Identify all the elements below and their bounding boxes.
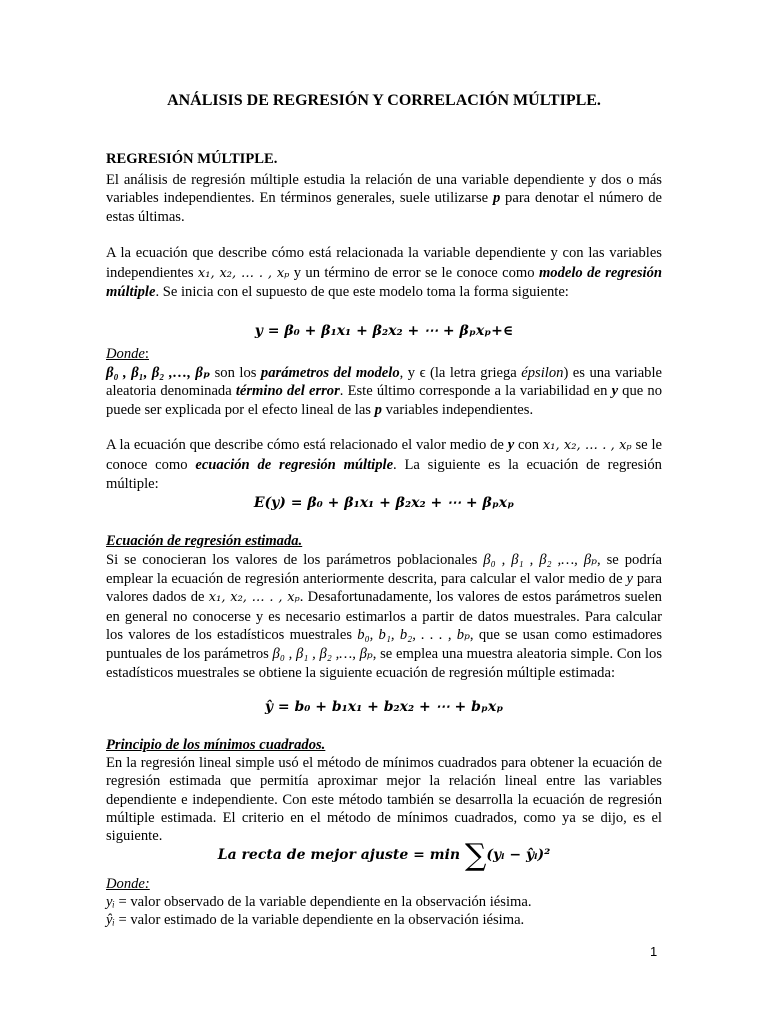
text: variables independientes.: [381, 401, 534, 418]
p-variable: p: [492, 190, 501, 207]
text: con: [514, 437, 543, 453]
donde-text: Donde: [106, 346, 145, 362]
equation-model: y = β₀ + β₁x₁ + β₂x₂ + ⋯ + βₚxₚ+∈: [254, 323, 514, 339]
text: ) es una variable aleatoria denominada: [106, 365, 663, 400]
equation-estimated: ŷ = b₀ + b₁x₁ + b₂x₂ + ⋯ + bₚxₚ: [264, 699, 504, 715]
text: = valor estimado de la variable dependiente en la observación iésima.: [114, 912, 525, 928]
text: son los: [210, 365, 261, 381]
page-title: ANÁLISIS DE REGRESIÓN Y CORRELACIÓN MÚLTIPLE.: [167, 92, 601, 109]
text: , se emplea una muestra aleatoria simple. Con los estadísticos muestrales se obtiene la siguiente ecuación de regresión múltiple estimada:: [106, 645, 662, 681]
text: El análisis de regresión múltiple estudia la relación de una variable dependiente y dos o más variables independientes. En términos generales, suele utilizarse: [106, 172, 662, 207]
text: = valor observado de la variable dependiente en la observación iésima.: [114, 894, 532, 910]
text: para valores dados de: [106, 570, 662, 606]
text: y un término de error se le conoce como: [289, 264, 539, 281]
symbol-yhat-i: ŷᵢ: [106, 912, 115, 928]
text: que no puede ser explicada por el efecto lineal de las: [106, 383, 662, 418]
term-parametros: parámetros del modelo: [260, 365, 400, 381]
donde-label-2: Donde:: [106, 876, 150, 892]
text: Si se conocieran los valores de los parámetros poblacionales: [106, 552, 484, 568]
paragraph-mean: [106, 436, 662, 495]
text: . Se inicia con el supuesto de que este modelo toma la forma siguiente:: [155, 284, 569, 300]
math-params: β₀ , β₁ , β₂ ,…, βₚ: [272, 645, 373, 662]
term-epsilon: épsilon: [521, 365, 564, 381]
term-error: término del error: [235, 383, 340, 400]
eq-left: La recta de mejor ajuste = min: [217, 847, 461, 863]
eq-right: (yᵢ − ŷᵢ)²: [486, 847, 551, 863]
math-stats: b₀, b₁, b₂, . . . , bₚ: [357, 627, 470, 644]
definition-estimated: [106, 911, 662, 929]
paragraph-estimated: [106, 551, 662, 682]
term-modelo: modelo de regresión múltiple: [106, 264, 662, 300]
y-var: y: [507, 437, 515, 453]
term-ecuacion: ecuación de regresión múltiple: [195, 456, 394, 473]
section-heading-ecuacion-estimada: Ecuación de regresión estimada.: [106, 533, 303, 549]
math-vars: x₁, x₂, … . , xₚ: [542, 438, 632, 453]
math-params: β₀ , β₁, β₂ ,…, βₚ: [106, 365, 211, 381]
section-heading-minimos-cuadrados: Principio de los mínimos cuadrados.: [106, 737, 326, 753]
symbol-yi: yᵢ: [106, 894, 115, 910]
text: para denotar el número de estas últimas.: [106, 190, 662, 225]
math-params: β₀ , β₁ , β₂ ,…, βₚ: [483, 552, 597, 568]
section-heading-regresion-multiple: REGRESIÓN MÚLTIPLE.: [106, 151, 278, 167]
paragraph-intro: [106, 171, 662, 226]
paragraph-params: [106, 364, 662, 419]
equation-least-squares: [106, 838, 662, 873]
p-var: p: [374, 401, 382, 418]
paragraph-model: [106, 244, 662, 303]
y-var: y: [626, 570, 633, 587]
text: , y ϵ (la letra griega: [399, 365, 522, 381]
definition-observed: [106, 893, 662, 911]
text: se le conoce como: [106, 437, 662, 473]
equation-mean: E(y) = β₀ + β₁x₁ + β₂x₂ + ⋯ + βₚxₚ: [253, 495, 515, 511]
text: . Este último corresponde a la variabilidad en: [339, 383, 612, 400]
math-vars: x₁, x₂, … . , xₚ: [208, 590, 300, 606]
text: . La siguiente es la ecuación de regresión múltiple:: [106, 456, 662, 492]
text: A la ecuación que describe cómo está relacionada la variable dependiente y con las variables independientes: [106, 245, 662, 281]
text: , que se usan como estimadores puntuales de los parámetros: [106, 627, 663, 662]
donde-label: Donde:: [106, 346, 149, 362]
text: . Desafortunadamente, los valores de estos parámetros suelen en general no conocerse y es necesario estimarlos a partir de datos muestrales. Para calcular los valores de los estadísticos muestrales: [106, 589, 662, 644]
sum-symbol: ∑: [464, 838, 487, 873]
text: , se podría emplear la ecuación de regresión anteriormente descrita, para calcular el valor medio de: [106, 552, 663, 587]
page-number: 1: [650, 944, 658, 959]
text: A la ecuación que describe cómo está relacionado el valor medio de: [106, 437, 508, 453]
math-vars: x₁, x₂, … . , xₚ: [197, 265, 290, 281]
paragraph-least-squares: En la regresión lineal simple usó el método de mínimos cuadrados para obtener la ecuación de regresión estimada que permitía aproximar mejor la relación lineal entre las variables dependiente e independiente. Con este método también se desarrolla la ecuación de regresión múltiple estimada. El criterio en el método de mínimos cuadrados, como ya se dijo, es el siguiente.: [106, 755, 662, 845]
y-var: y: [611, 383, 619, 400]
